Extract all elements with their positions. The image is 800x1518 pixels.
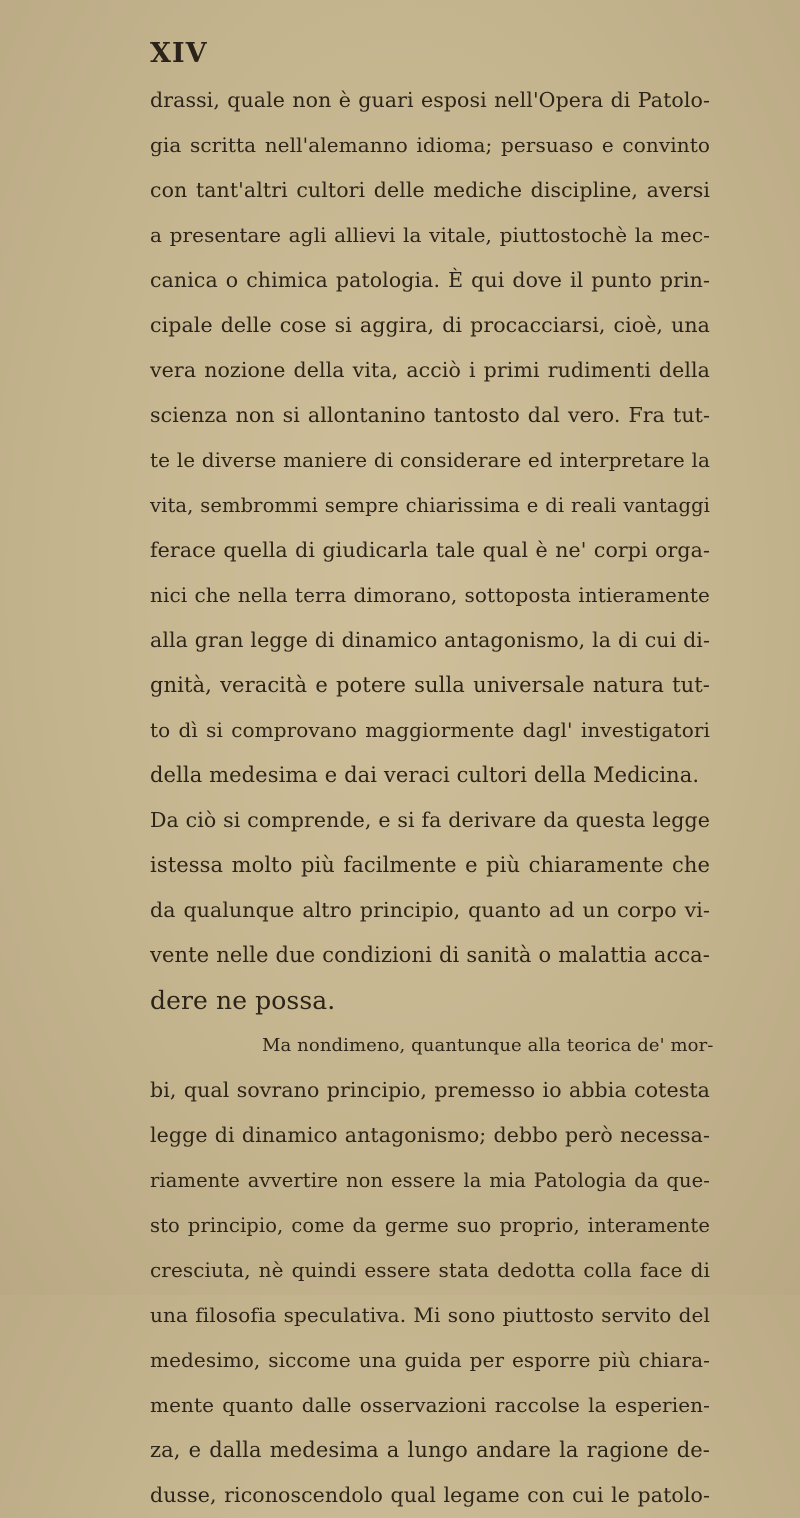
text-line: sto principio, come da germe suo proprio, interamente [150,1214,710,1237]
paragraph-end-line: dere ne possa. [150,986,336,1015]
text-line: istessa molto più facilmente e più chiaramente che [150,853,710,877]
text-line: alla gran legge di dinamico antagonismo, la di cui di- [150,628,710,652]
text-line: da qualunque altro principio, quanto ad un corpo vi- [150,898,710,922]
page-number: XIV [150,38,208,69]
text-line: gia scritta nell'alemanno idioma; persuaso e convinto [150,133,710,157]
paragraph-start-line: Ma nondimeno, quantunque alla teorica de' mor- [262,1035,714,1056]
text-line: te le diverse maniere di considerare ed interpretare la [150,448,710,472]
text-line: mente quanto dalle osservazioni raccolse la esperien- [150,1393,710,1417]
text-line: bi, qual sovrano principio, premesso io abbia cotesta [150,1078,710,1102]
text-line: dusse, riconoscendolo qual legame con cui le patolo- [150,1483,710,1507]
text-line: della medesima e dai veraci cultori della Medicina. [150,763,700,787]
text-line: medesimo, siccome una guida per esporre più chiara- [150,1348,710,1372]
text-line: vita, sembrommi sempre chiarissima e di reali vantaggi [150,494,710,517]
text-line: a presentare agli allievi la vitale, piuttostochè la mec- [150,223,710,247]
text-line: nici che nella terra dimorano, sottoposta intieramente [150,583,710,607]
text-line: canica o chimica patologia. È qui dove il punto prin- [150,268,710,292]
text-line: riamente avvertire non essere la mia Patologia da que- [150,1169,710,1192]
text-line: drassi, quale non è guari esposi nell'Opera di Patolo- [150,88,710,112]
body-text [150,78,714,1518]
text-line: cresciuta, nè quindi essere stata dedotta colla face di [150,1258,710,1282]
text-line: to dì si comprovano maggiormente dagl' investigatori [150,718,710,742]
text-line: legge di dinamico antagonismo; debbo però necessa- [150,1123,710,1147]
text-line: scienza non si allontanino tantosto dal vero. Fra tut- [150,403,710,427]
text-line: Da ciò si comprende, e si fa derivare da questa legge [150,808,710,832]
text-line: cipale delle cose si aggira, di procacciarsi, cioè, una [150,313,710,337]
text-line: gnità, veracità e potere sulla universale natura tut- [150,673,710,697]
text-line: za, e dalla medesima a lungo andare la ragione de- [150,1438,710,1462]
text-line: vera nozione della vita, acciò i primi rudimenti della [150,358,710,382]
text-line: una filosofia speculativa. Mi sono piuttosto servito del [150,1303,710,1327]
text-line: vente nelle due condizioni di sanità o malattia acca- [150,943,710,967]
text-line: ferace quella di giudicarla tale qual è ne' corpi orga- [150,538,710,562]
text-line: con tant'altri cultori delle mediche discipline, aversi [150,178,710,202]
